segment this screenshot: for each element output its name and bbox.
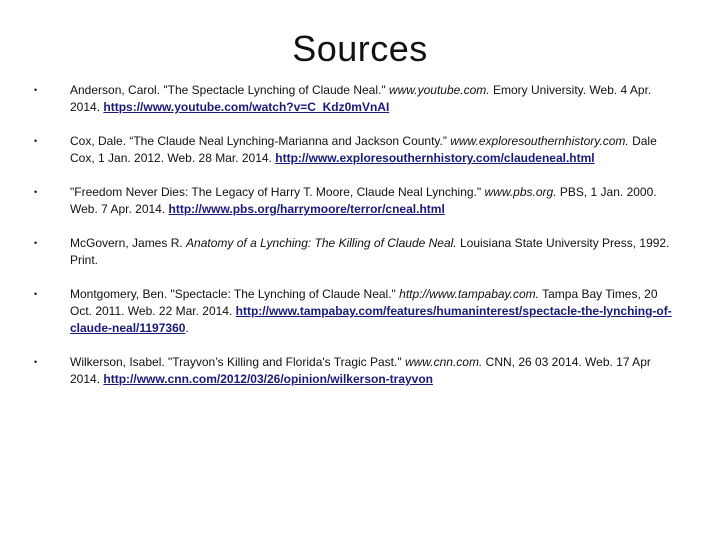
- reference-item: [34, 354, 674, 388]
- reference-details: Emory University. Web. 4 Apr. 2014.: [70, 83, 652, 114]
- reference-text: "Freedom Never Dies: The Legacy of Harry T. Moore, Claude Neal Lynching.": [70, 185, 485, 199]
- reference-details: Louisiana State University Press, 1992. Print.: [70, 236, 670, 267]
- reference-source: www.cnn.com.: [404, 355, 483, 369]
- reference-source: http://www.tampabay.com.: [399, 287, 539, 301]
- reference-item: [34, 133, 674, 167]
- reference-item: [34, 235, 674, 269]
- bullet: •: [34, 85, 38, 95]
- reference-text: Wilkerson, Isabel. "Trayvon’s Killing and Florida's Tragic Past.": [70, 355, 405, 369]
- reference-source: www.exploresouthernhistory.com.: [450, 134, 629, 148]
- reference-details: PBS, 1 Jan. 2000. Web. 7 Apr. 2014.: [70, 185, 657, 216]
- reference-item: [34, 286, 674, 337]
- page-title: Sources: [292, 28, 428, 69]
- reference-link[interactable]: http://www.cnn.com/2012/03/26/opinion/wilkerson-trayvon: [103, 372, 433, 386]
- bullet: •: [34, 289, 38, 299]
- bullet: •: [34, 136, 38, 146]
- reference-source: Anatomy of a Lynching: The Killing of Claude Neal.: [186, 236, 457, 250]
- reference-end: .: [185, 321, 189, 335]
- reference-source: www.pbs.org.: [484, 185, 557, 199]
- reference-details: CNN, 26 03 2014. Web. 17 Apr 2014.: [70, 355, 651, 386]
- reference-details: Dale Cox, 1 Jan. 2012. Web. 28 Mar. 2014.: [70, 134, 657, 165]
- reference-link[interactable]: https://www.youtube.com/watch?v=C_Kdz0mVnAI: [103, 100, 390, 114]
- reference-text: Cox, Dale. “The Claude Neal Lynching-Marianna and Jackson County.”: [70, 134, 451, 148]
- bullet: •: [34, 238, 38, 248]
- reference-link[interactable]: http://www.tampabay.com/features/humaninterest/spectacle-the-lynching-of-claude-neal/1197360: [70, 304, 672, 335]
- reference-text: Montgomery, Ben. "Spectacle: The Lynching of Claude Neal.": [70, 287, 400, 301]
- reference-item: [34, 82, 674, 116]
- reference-details: Tampa Bay Times, 20 Oct. 2011. Web. 22 Mar. 2014.: [70, 287, 658, 318]
- reference-list: [34, 82, 674, 388]
- reference-link[interactable]: http://www.pbs.org/harrymoore/terror/cneal.html: [168, 202, 445, 216]
- reference-item: [34, 184, 674, 218]
- reference-link[interactable]: http://www.exploresouthernhistory.com/claudeneal.html: [275, 151, 595, 165]
- reference-source: www.youtube.com.: [388, 83, 490, 97]
- reference-text: Anderson, Carol. "The Spectacle Lynching of Claude Neal.": [70, 83, 389, 97]
- bullet: •: [34, 357, 38, 367]
- reference-text: McGovern, James R.: [70, 236, 187, 250]
- bullet: •: [34, 187, 38, 197]
